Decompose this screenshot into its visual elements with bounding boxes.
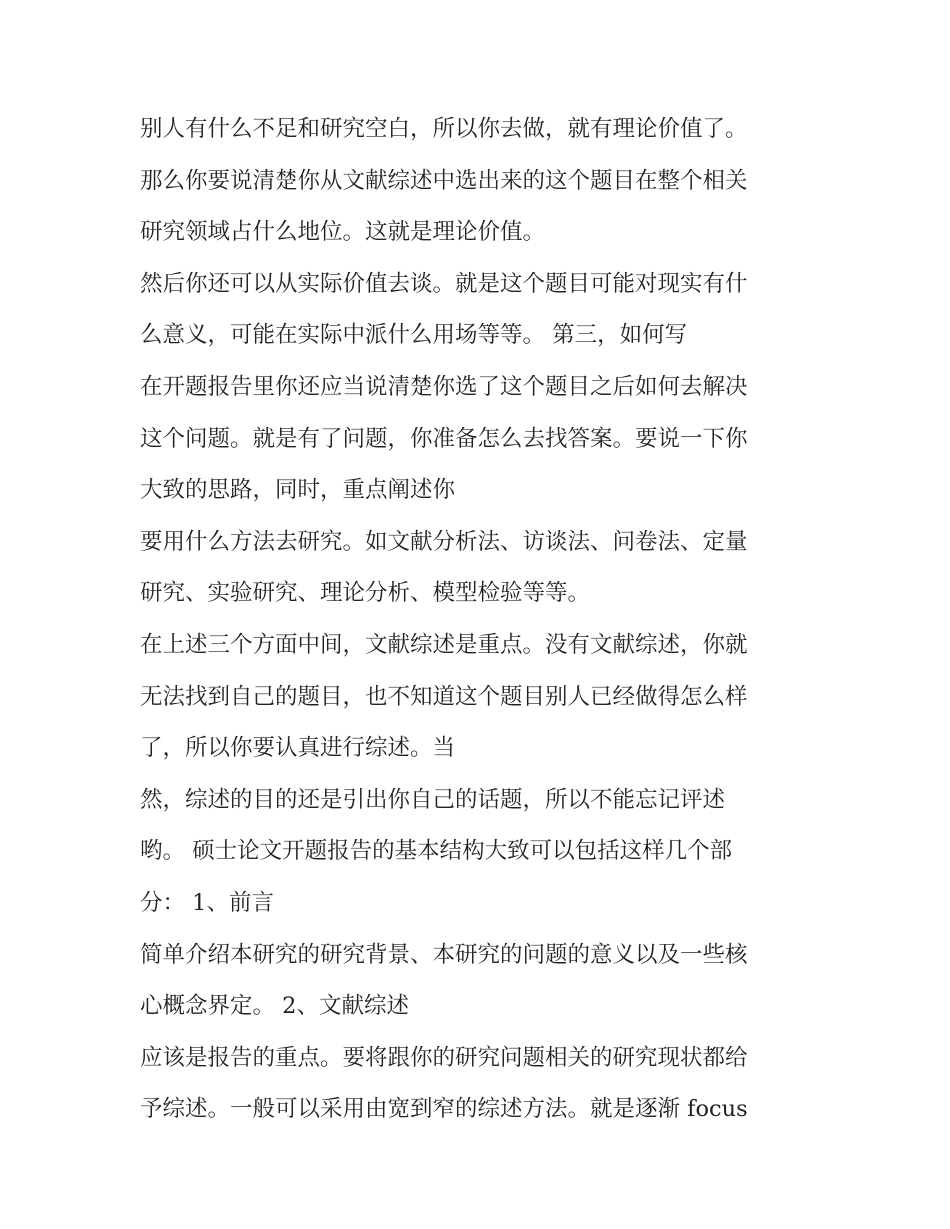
text-line: 然后你还可以从实际价值去谈。就是这个题目可能对现实有什 [140, 270, 748, 297]
text-line: 别人有什么不足和研究空白，所以你去做，就有理论价值了。 [140, 116, 748, 142]
text-line: 然，综述的目的还是引出你自己的话题，所以不能忘记评述 [140, 786, 726, 813]
text-line: 研究、实验研究、理论分析、模型检验等等。 [140, 580, 591, 607]
text-line: 在上述三个方面中间，文献综述是重点。没有文献综述，你就 [140, 631, 748, 658]
text-line: 予综述。一般可以采用由宽到窄的综述方法。就是逐渐 focus [140, 1096, 748, 1123]
body-text [140, 104, 830, 1136]
text-line: 简单介绍本研究的研究背景、本研究的问题的意义以及一些核 [140, 941, 748, 968]
text-line: 么意义，可能在实际中派什么用场等等。 第三，如何写 [140, 322, 688, 349]
text-line: 了，所以你要认真进行综述。当 [140, 735, 456, 762]
text-line: 分： 1、前言 [140, 889, 274, 916]
text-line: 研究领域占什么地位。这就是理论价值。 [140, 219, 546, 246]
text-line: 在开题报告里你还应当说清楚你选了这个题目之后如何去解决 [140, 373, 748, 400]
text-line: 应该是报告的重点。要将跟你的研究问题相关的研究现状都给 [140, 1044, 748, 1071]
text-line: 心概念界定。 2、文献综述 [140, 993, 409, 1020]
text-line: 无法找到自己的题目，也不知道这个题目别人已经做得怎么样 [140, 683, 748, 710]
text-line: 要用什么方法去研究。如文献分析法、访谈法、问卷法、定量 [140, 528, 748, 555]
text-line: 大致的思路，同时，重点阐述你 [140, 477, 456, 504]
text-line: 这个问题。就是有了问题，你准备怎么去找答案。要说一下你 [140, 425, 748, 452]
text-line: 那么你要说清楚你从文献综述中选出来的这个题目在整个相关 [140, 167, 748, 194]
text-line: 哟。 硕士论文开题报告的基本结构大致可以包括这样几个部 [140, 838, 733, 865]
